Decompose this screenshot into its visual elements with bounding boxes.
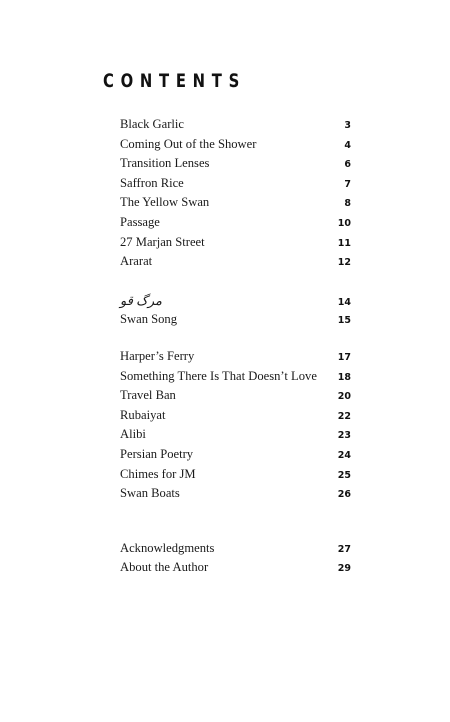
toc-row[interactable] [120,539,351,559]
toc-entry-page: 20 [337,391,351,403]
toc-entry-page: 27 [337,543,351,555]
toc-entry-title: Swan Song [120,312,178,327]
toc-entry-page: 10 [337,217,351,229]
toc-entry-title: Saffron Rice [120,175,184,190]
toc-row[interactable] [120,154,351,174]
contents-heading: CONTENTS [103,70,246,92]
toc-entry-page: 3 [344,120,351,131]
toc-group-1 [120,115,351,272]
toc-entry-page: 12 [337,257,351,269]
toc-entry-page: 29 [337,563,351,575]
toc-entry-page: 24 [337,449,351,461]
toc-entry-page: 22 [337,410,351,422]
toc-row[interactable] [120,291,351,311]
toc-row[interactable] [120,174,351,194]
toc-entry-page: 6 [344,159,351,171]
toc-entry-title: Acknowledgments [120,540,215,555]
toc-entry-page: 25 [337,469,351,481]
toc-row[interactable] [120,484,351,504]
toc-entry-page: 11 [337,237,351,249]
toc-entry-title: Swan Boats [120,486,180,501]
toc-row[interactable] [120,233,351,253]
toc-row[interactable] [120,445,351,465]
toc-entry-title: Transition Lenses [120,156,210,171]
toc-entry-page: 26 [337,489,351,501]
toc-entry-title: Travel Ban [120,388,176,403]
toc-row[interactable] [120,558,351,578]
toc-entry-title: Passage [120,214,160,229]
toc-entry-page: 18 [337,371,351,383]
toc-row[interactable] [120,115,351,135]
toc-entry-title: Black Garlic [120,117,184,131]
toc-entry-page: 7 [344,178,351,190]
toc-group-2 [120,291,351,330]
toc-entry-page: 8 [344,198,351,210]
toc-group-3 [120,347,351,504]
toc-entry-page: 15 [337,315,351,327]
toc-row[interactable] [120,347,351,367]
toc-entry-title: Ararat [120,254,153,269]
toc-entry-title: Alibi [120,427,146,442]
toc-entry-title: Persian Poetry [120,446,194,461]
toc-entry-page: 17 [337,351,351,363]
toc-entry-title: The Yellow Swan [120,195,210,210]
toc-entry-title: Something There Is That Doesn’t Love [120,368,317,383]
toc-row[interactable] [120,252,351,272]
toc-row[interactable] [120,310,351,330]
toc-row[interactable] [120,193,351,213]
toc-entry-page: 4 [344,139,351,151]
toc-entry-title: Harper’s Ferry [120,348,195,363]
toc-row[interactable] [120,386,351,406]
toc-entry-title: About the Author [120,560,209,575]
toc-group-4 [120,539,351,578]
toc-entry-page: 23 [337,430,351,442]
toc-row[interactable] [120,425,351,445]
toc-entry-title-persian: مرگ قو [120,292,162,308]
toc-row[interactable] [120,465,351,485]
toc-entry-title: Coming Out of the Shower [120,136,257,151]
toc-entry-title: 27 Marjan Street [120,234,205,249]
toc-row[interactable] [120,135,351,155]
toc-row[interactable] [120,213,351,233]
toc-entry-title: Chimes for JM [120,466,196,481]
toc-row[interactable] [120,406,351,426]
toc-entry-title: Rubaiyat [120,407,166,422]
toc-entry-page: 14 [337,296,351,308]
toc-row[interactable] [120,367,351,387]
table-of-contents [120,115,351,578]
